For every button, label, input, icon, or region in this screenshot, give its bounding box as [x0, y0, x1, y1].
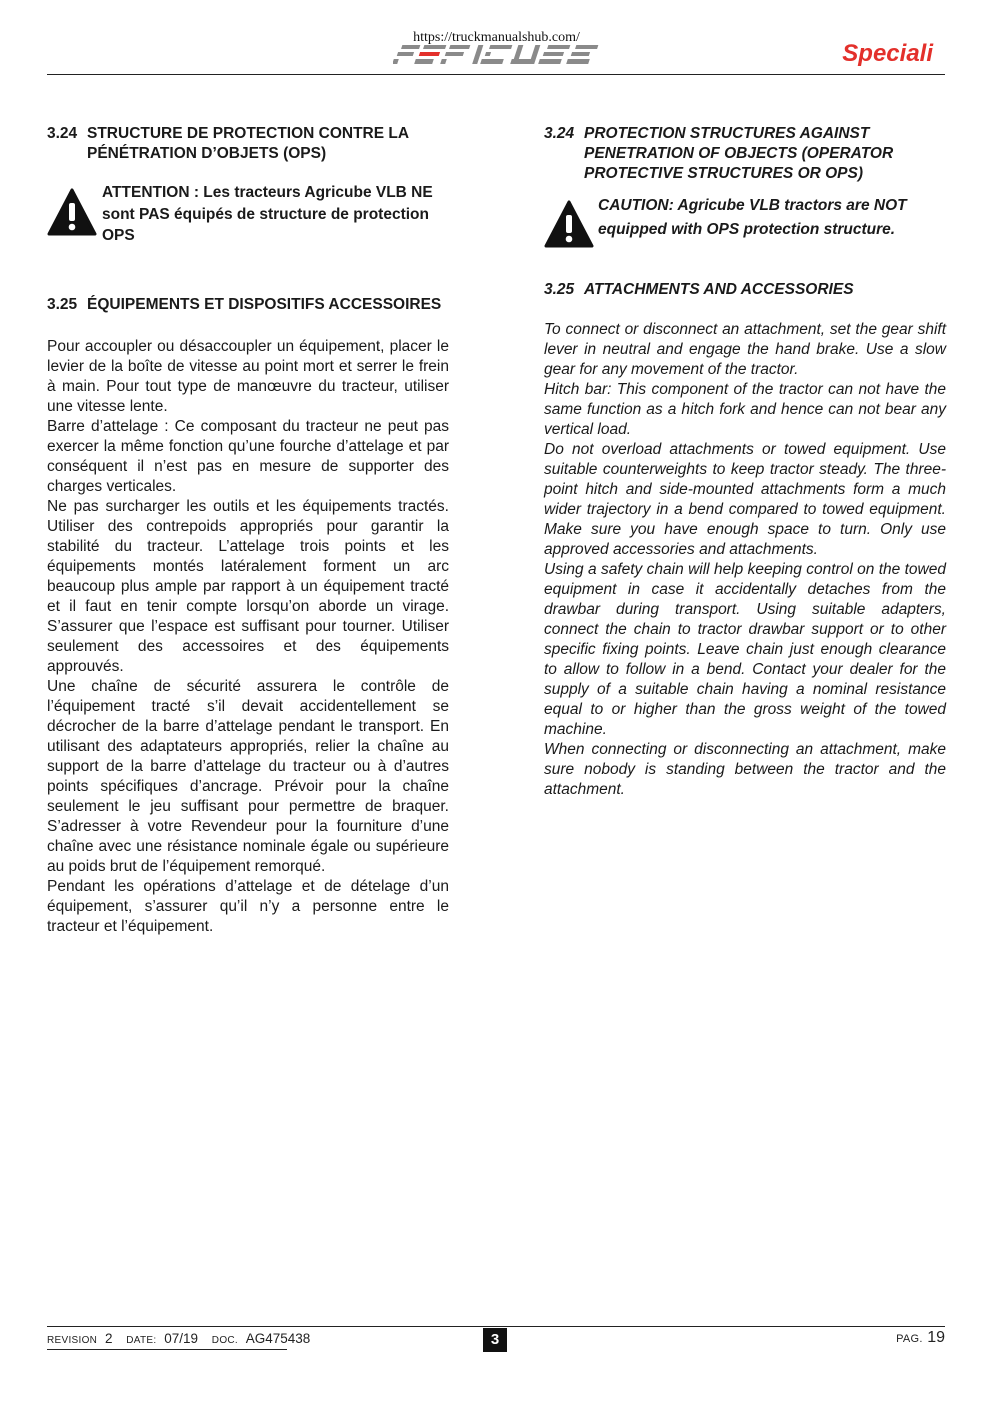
source-url[interactable]: https://truckmanualshub.com/	[413, 30, 580, 45]
paragraph: Hitch bar: This component of the tractor can not have the same function as a hitch fork and hence can not bear any vertical load.	[544, 381, 946, 438]
section-number: 3.24	[47, 125, 78, 142]
warning-box-en	[544, 194, 946, 248]
paragraph: Pendant les opérations d’attelage et de dételage d’un équipement, s’assurer qu’il n’y a personne entre le tracteur et l’équipement.	[47, 877, 449, 935]
section-number: 3.25	[544, 281, 575, 298]
section-heading-3-24-fr	[47, 124, 449, 164]
doc-label: DOC.	[211, 1335, 238, 1346]
page-number	[896, 1329, 945, 1347]
paragraph: When connecting or disconnecting an attachment, make sure nobody is standing between the tractor and the attachment.	[544, 741, 946, 798]
footer-rule	[47, 1326, 945, 1327]
brand-speciali: Speciali	[842, 40, 933, 67]
section-title: STRUCTURE DE PROTECTION CONTRE LA PÉNÉTRATION D’OBJETS (OPS)	[87, 125, 409, 162]
warning-triangle-icon	[47, 188, 97, 236]
paragraph: Barre d’attelage : Ce composant du tracteur ne peut pas exercer la même fonction qu’une fourche d’attelage et par conséquent il n’est pas en mesure de supporter des charges verticales.	[47, 417, 449, 495]
section-heading-3-25-fr	[47, 295, 449, 315]
section-number: 3.24	[544, 125, 575, 142]
warning-box-fr	[47, 182, 449, 247]
section-title: ÉQUIPEMENTS ET DISPOSITIFS ACCESSOIRES	[87, 295, 442, 313]
paragraph: Do not overload attachments or towed equipment. Use suitable counterweights to keep tractor steady. The three-point hitch and side-mounted attachments form a much wider trajectory in a bend compared to towed equipment. Make sure you have enough space to turn. Only use approved accessories and attachments.	[544, 441, 946, 558]
doc-value: AG475438	[245, 1331, 311, 1346]
section-title: ATTACHMENTS AND ACCESSORIES	[584, 281, 854, 298]
paragraph: Using a safety chain will help keeping control on the towed equipment in case it accidentally detaches from the drawbar during transport. Using suitable adapters, connect the chain to tractor drawbar support or to other specific fixing points. Leave chain just enough clearance to allow to follow in a bend. Contact your dealer for the supply of a suitable chain having a nominal resistance equal to or higher than the gross weight of the towed machine.	[544, 561, 946, 738]
chapter-badge: 3	[483, 1328, 507, 1352]
column-english	[544, 124, 946, 800]
section-heading-3-24-en	[544, 124, 946, 184]
warning-triangle-icon	[544, 200, 594, 248]
revision-label: REVISION	[47, 1335, 98, 1346]
section-number: 3.25	[47, 295, 78, 313]
body-text-fr	[47, 337, 449, 937]
section-title: PROTECTION STRUCTURES AGAINST PENETRATION OF OBJECTS (OPERATOR PROTECTIVE STRUCTURES OR OPS)	[584, 125, 894, 182]
footer-doc-info	[47, 1331, 311, 1350]
page-label: PAG.	[896, 1333, 923, 1345]
paragraph: Ne pas surcharger les outils et les équipements tractés. Utiliser des contrepoids appropriés pour garantir la stabilité du tracteur. L’attelage trois points et les équipements montés latéralement forment un arc beaucoup plus ample par rapport à un équipement tracté et il faut en tenir compte lorsqu’on aborde un virage. S’assurer que l’espace est suffisant pour tourner. Utiliser seulement des accessoires et des équipements approuvés.	[47, 497, 449, 675]
date-value: 07/19	[164, 1331, 199, 1346]
section-heading-3-25-en	[544, 280, 946, 300]
revision-value: 2	[104, 1331, 113, 1346]
header-rule	[47, 74, 945, 75]
agricube-logo	[393, 43, 599, 65]
page-value: 19	[927, 1329, 945, 1346]
paragraph: Pour accoupler ou désaccoupler un équipement, placer le levier de la boîte de vitesse au point mort et serrer le frein à main. Pour tout type de manœuvre du tracteur, utiliser une vitesse lente.	[47, 337, 449, 415]
column-french	[47, 124, 449, 937]
date-label: DATE:	[126, 1335, 157, 1346]
paragraph: Une chaîne de sécurité assurera le contrôle de l’équipement tracté s’il devait accidentellement se décrocher de la barre d’attelage pendant le transport. En utilisant des adaptateurs appropriés, relier la chaîne au support de la barre d’attelage du tracteur ou à d’autres points spécifiques d’ancrage. Prévoir pour la chaîne seulement le jeu suffisant pour permettre de braquer. S’adresser à votre Revendeur pour la fourniture d’une chaîne avec une résistance nominale égale ou supérieure au poids brut de l’équipement remorqué.	[47, 677, 449, 875]
paragraph: To connect or disconnect an attachment, set the gear shift lever in neutral and engage the hand brake. Use a slow gear for any movement of the tractor.	[544, 321, 946, 378]
warning-text: CAUTION: Agricube VLB tractors are NOT equipped with OPS protection structure.	[598, 197, 907, 238]
body-text-en	[544, 320, 946, 800]
warning-text: ATTENTION : Les tracteurs Agricube VLB NE sont PAS équipés de structure de protection OPS	[102, 184, 433, 244]
